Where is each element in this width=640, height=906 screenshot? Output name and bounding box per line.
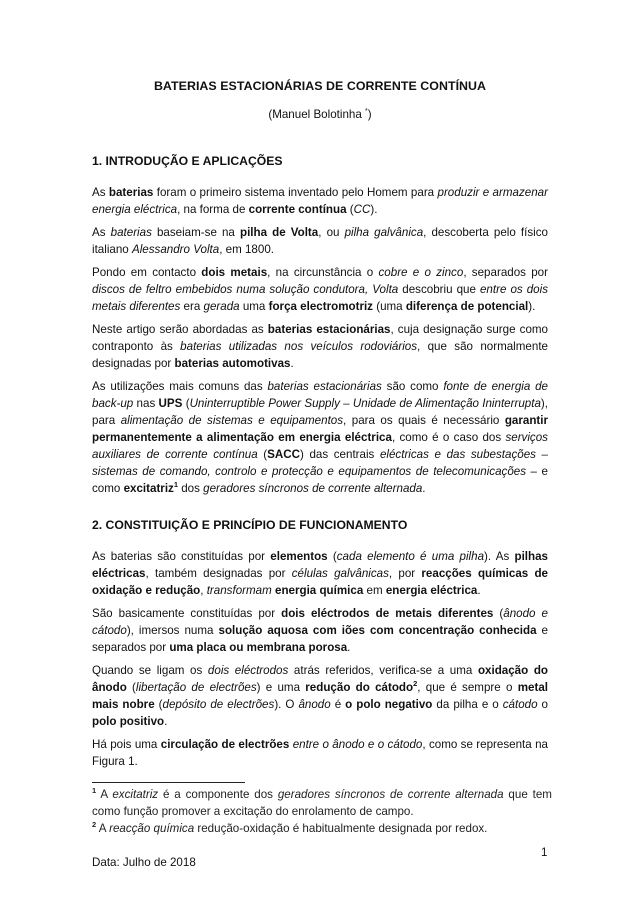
text-run: , descoberta pelo físico italiano xyxy=(92,226,548,256)
section-1-paragraph-5 xyxy=(92,378,548,497)
text-run: solução aquosa com iões com concentração conhecida xyxy=(218,624,537,637)
text-run: é a componente dos xyxy=(158,788,278,801)
text-run: fonte de energia de back-up xyxy=(92,380,548,410)
text-run: ) e uma xyxy=(256,681,306,694)
text-run: o xyxy=(537,698,549,711)
text-run: . xyxy=(164,715,168,728)
text-run: ânodo xyxy=(298,698,331,711)
text-run: uma xyxy=(239,300,269,313)
text-run: CC xyxy=(353,203,371,216)
author-name: (Manuel Bolotinha xyxy=(268,108,362,121)
text-run: pilha de Volta xyxy=(239,226,319,239)
text-run: em xyxy=(363,584,386,597)
text-run: que tem como função promover a excitação do enrolamento de campo. xyxy=(92,788,552,818)
text-run: energia eléctrica xyxy=(385,584,478,597)
text-run: libertação de electrões xyxy=(135,681,257,694)
text-run: dos xyxy=(178,482,204,495)
text-run: reacções químicas de oxidação e redução xyxy=(92,567,549,597)
section-1-paragraph-4 xyxy=(92,321,548,372)
text-run: Há pois uma xyxy=(92,738,161,751)
text-run: baseiam-se na xyxy=(151,226,240,239)
author-mark: * xyxy=(365,108,368,116)
footer-date: Data: Julho de 2018 xyxy=(92,856,196,869)
text-run: A xyxy=(96,822,110,835)
text-run: ( xyxy=(154,698,163,711)
section-2-paragraph-1 xyxy=(92,548,548,599)
text-run: produzir e armazenar energia eléctrica xyxy=(92,186,548,216)
text-run: , em 1800. xyxy=(219,243,274,256)
text-run: , como é o caso dos xyxy=(391,431,506,444)
text-run: , na forma de xyxy=(177,203,249,216)
text-run: dois eléctrodos de metais diferentes xyxy=(281,607,494,620)
text-run: ). O xyxy=(274,698,299,711)
text-run: , como se representa na Figura 1. xyxy=(92,738,548,768)
text-run: eléctricas e das subestações – sistemas de comando, controlo e protecção e equipamentos de telecomunicações xyxy=(92,448,548,478)
text-run: , também designadas por xyxy=(145,567,292,580)
text-run: baterias xyxy=(108,186,154,199)
text-run: metal mais nobre xyxy=(92,681,548,711)
text-run: redução do cátodo xyxy=(305,681,414,694)
text-run: baterias xyxy=(110,226,152,239)
text-run: reacção química xyxy=(109,822,195,835)
section-1-paragraph-1 xyxy=(92,184,548,218)
document-body xyxy=(92,153,548,776)
text-run: elementos xyxy=(270,550,328,563)
text-run: alimentação de sistemas e equipamentos xyxy=(120,414,344,427)
text-run: oxidação do ânodo xyxy=(92,664,548,694)
text-run: da pilha e o xyxy=(432,698,503,711)
text-run: baterias estacionárias xyxy=(267,323,391,336)
section-2-paragraph-2 xyxy=(92,605,548,656)
text-run: ), para xyxy=(92,397,548,427)
text-run: excitatriz xyxy=(123,482,174,495)
text-run: Uninterruptible Power Supply – Unidade de Alimentação Ininterrupta xyxy=(189,397,541,410)
text-run: SACC xyxy=(267,448,300,461)
text-run: ( xyxy=(257,448,268,461)
text-run: . xyxy=(290,357,294,370)
text-run: . xyxy=(477,584,481,597)
text-run: ( xyxy=(346,203,354,216)
text-run: , para os quais é necessário xyxy=(343,414,505,427)
text-run: ( xyxy=(182,397,190,410)
text-run: ( xyxy=(493,607,504,620)
text-run: entre os dois metais diferentes xyxy=(92,283,548,313)
text-run: , ou xyxy=(318,226,345,239)
text-run: geradores síncronos de corrente alternada xyxy=(203,482,423,495)
text-run: nas xyxy=(133,397,159,410)
text-run: ( xyxy=(327,550,337,563)
text-run: Alessandro Volta xyxy=(131,243,220,256)
text-run: São basicamente constituídas por xyxy=(92,607,282,620)
text-run: gerada xyxy=(203,300,240,313)
text-run: ( xyxy=(126,681,136,694)
footnote-ref: 2 xyxy=(413,679,418,689)
text-run: As utilizações mais comuns das xyxy=(92,380,268,393)
text-run: dois eléctrodos xyxy=(207,664,289,677)
footnote-1-text xyxy=(92,788,552,818)
text-run: (uma xyxy=(372,300,406,313)
text-run: ). xyxy=(528,300,536,313)
text-run: – e como xyxy=(92,465,548,495)
footnote-2 xyxy=(92,820,552,837)
text-run: depósito de electrões xyxy=(162,698,275,711)
text-run: cada elemento é uma pilha xyxy=(336,550,485,563)
footnote-2-mark: 2 xyxy=(92,820,97,830)
section-1-paragraph-2 xyxy=(92,224,548,258)
text-run: , xyxy=(200,584,207,597)
text-run: UPS xyxy=(158,397,183,410)
author-close: ) xyxy=(367,108,372,121)
section-1-paragraph-3 xyxy=(92,264,548,315)
text-run: o polo negativo xyxy=(345,698,433,711)
text-run: serviços auxiliares de corrente contínua xyxy=(92,431,548,461)
text-run: . xyxy=(422,482,426,495)
text-run: dois metais xyxy=(201,266,268,279)
footnote-1 xyxy=(92,786,552,820)
text-run: energia química xyxy=(275,584,364,597)
text-run: baterias estacionárias xyxy=(267,380,382,393)
text-run: , por xyxy=(388,567,422,580)
text-run: entre o ânodo e o cátodo xyxy=(292,738,423,751)
text-run: , na circunstância o xyxy=(267,266,379,279)
footnote-1-mark: 1 xyxy=(92,786,97,796)
text-run: , cuja designação surge como contraponto às xyxy=(92,323,549,353)
text-run: Neste artigo serão abordadas as xyxy=(92,323,268,336)
text-run: era xyxy=(180,300,204,313)
text-run: circulação de electrões xyxy=(160,738,290,751)
text-run: baterias automotivas xyxy=(174,357,291,370)
footnote-divider xyxy=(92,782,245,783)
text-run: excitatriz xyxy=(112,788,159,801)
text-run: transformam xyxy=(206,584,272,597)
text-run: As xyxy=(92,186,109,199)
section-2-paragraph-4 xyxy=(92,736,548,770)
text-run: redução-oxidação é habitualmente designada por redox. xyxy=(194,822,488,835)
text-run: garantir permanentemente a alimentação em energia eléctrica xyxy=(92,414,548,444)
text-run: cátodo xyxy=(502,698,538,711)
text-run: , separados por xyxy=(463,266,548,279)
text-run: ). As xyxy=(484,550,515,563)
text-run: cobre e o zinco xyxy=(378,266,464,279)
footnotes xyxy=(92,786,552,837)
footnote-2-text xyxy=(96,822,487,835)
text-run: polo positivo xyxy=(92,715,165,728)
text-run: Pondo em contacto xyxy=(92,266,202,279)
text-run: foram o primeiro sistema inventado pelo Homem para xyxy=(153,186,438,199)
text-run: As xyxy=(92,226,111,239)
text-run: são como xyxy=(381,380,444,393)
footnote-ref: 1 xyxy=(173,480,179,490)
text-run: atrás referidos, verifica-se a uma xyxy=(288,664,478,677)
text-run: diferença de potencial xyxy=(405,300,529,313)
text-run: ) das centrais xyxy=(300,448,380,461)
text-run: baterias utilizadas nos veículos rodoviários xyxy=(180,340,418,353)
text-run: discos de feltro embebidos numa solução condutora, Volta xyxy=(92,283,399,296)
text-run: geradores síncronos de corrente alternada xyxy=(277,788,504,801)
text-run: força electromotriz xyxy=(268,300,373,313)
text-run: pilha galvânica xyxy=(344,226,424,239)
section-2-paragraph-3 xyxy=(92,662,548,730)
text-run: Quando se ligam os xyxy=(92,664,208,677)
text-run: e separados por xyxy=(92,624,548,654)
text-run: uma placa ou membrana porosa xyxy=(169,641,348,654)
section-2-heading: 2. CONSTITUIÇÃO E PRINCÍPIO DE FUNCIONAMENTO xyxy=(92,518,408,532)
page-number: 1 xyxy=(541,846,548,859)
text-run: A xyxy=(96,788,113,801)
text-run: . xyxy=(347,641,351,654)
text-run: ânodo e cátodo xyxy=(92,607,548,637)
text-run: As baterias são constituídas por xyxy=(92,550,271,563)
text-run: células galvânicas xyxy=(291,567,389,580)
text-run: , que são normalmente designadas por xyxy=(92,340,548,370)
author-line xyxy=(92,108,548,121)
text-run: corrente contínua xyxy=(248,203,347,216)
text-run: ). xyxy=(370,203,378,216)
text-run: ), imersos numa xyxy=(126,624,219,637)
text-run: é xyxy=(330,698,346,711)
document-title: BATERIAS ESTACIONÁRIAS DE CORRENTE CONTÍNUA xyxy=(153,79,487,93)
text-run: pilhas eléctricas xyxy=(92,550,548,580)
text-run: descobriu que xyxy=(398,283,480,296)
section-1-heading: 1. INTRODUÇÃO E APLICAÇÕES xyxy=(92,154,283,168)
text-run: , que é sempre o xyxy=(417,681,518,694)
